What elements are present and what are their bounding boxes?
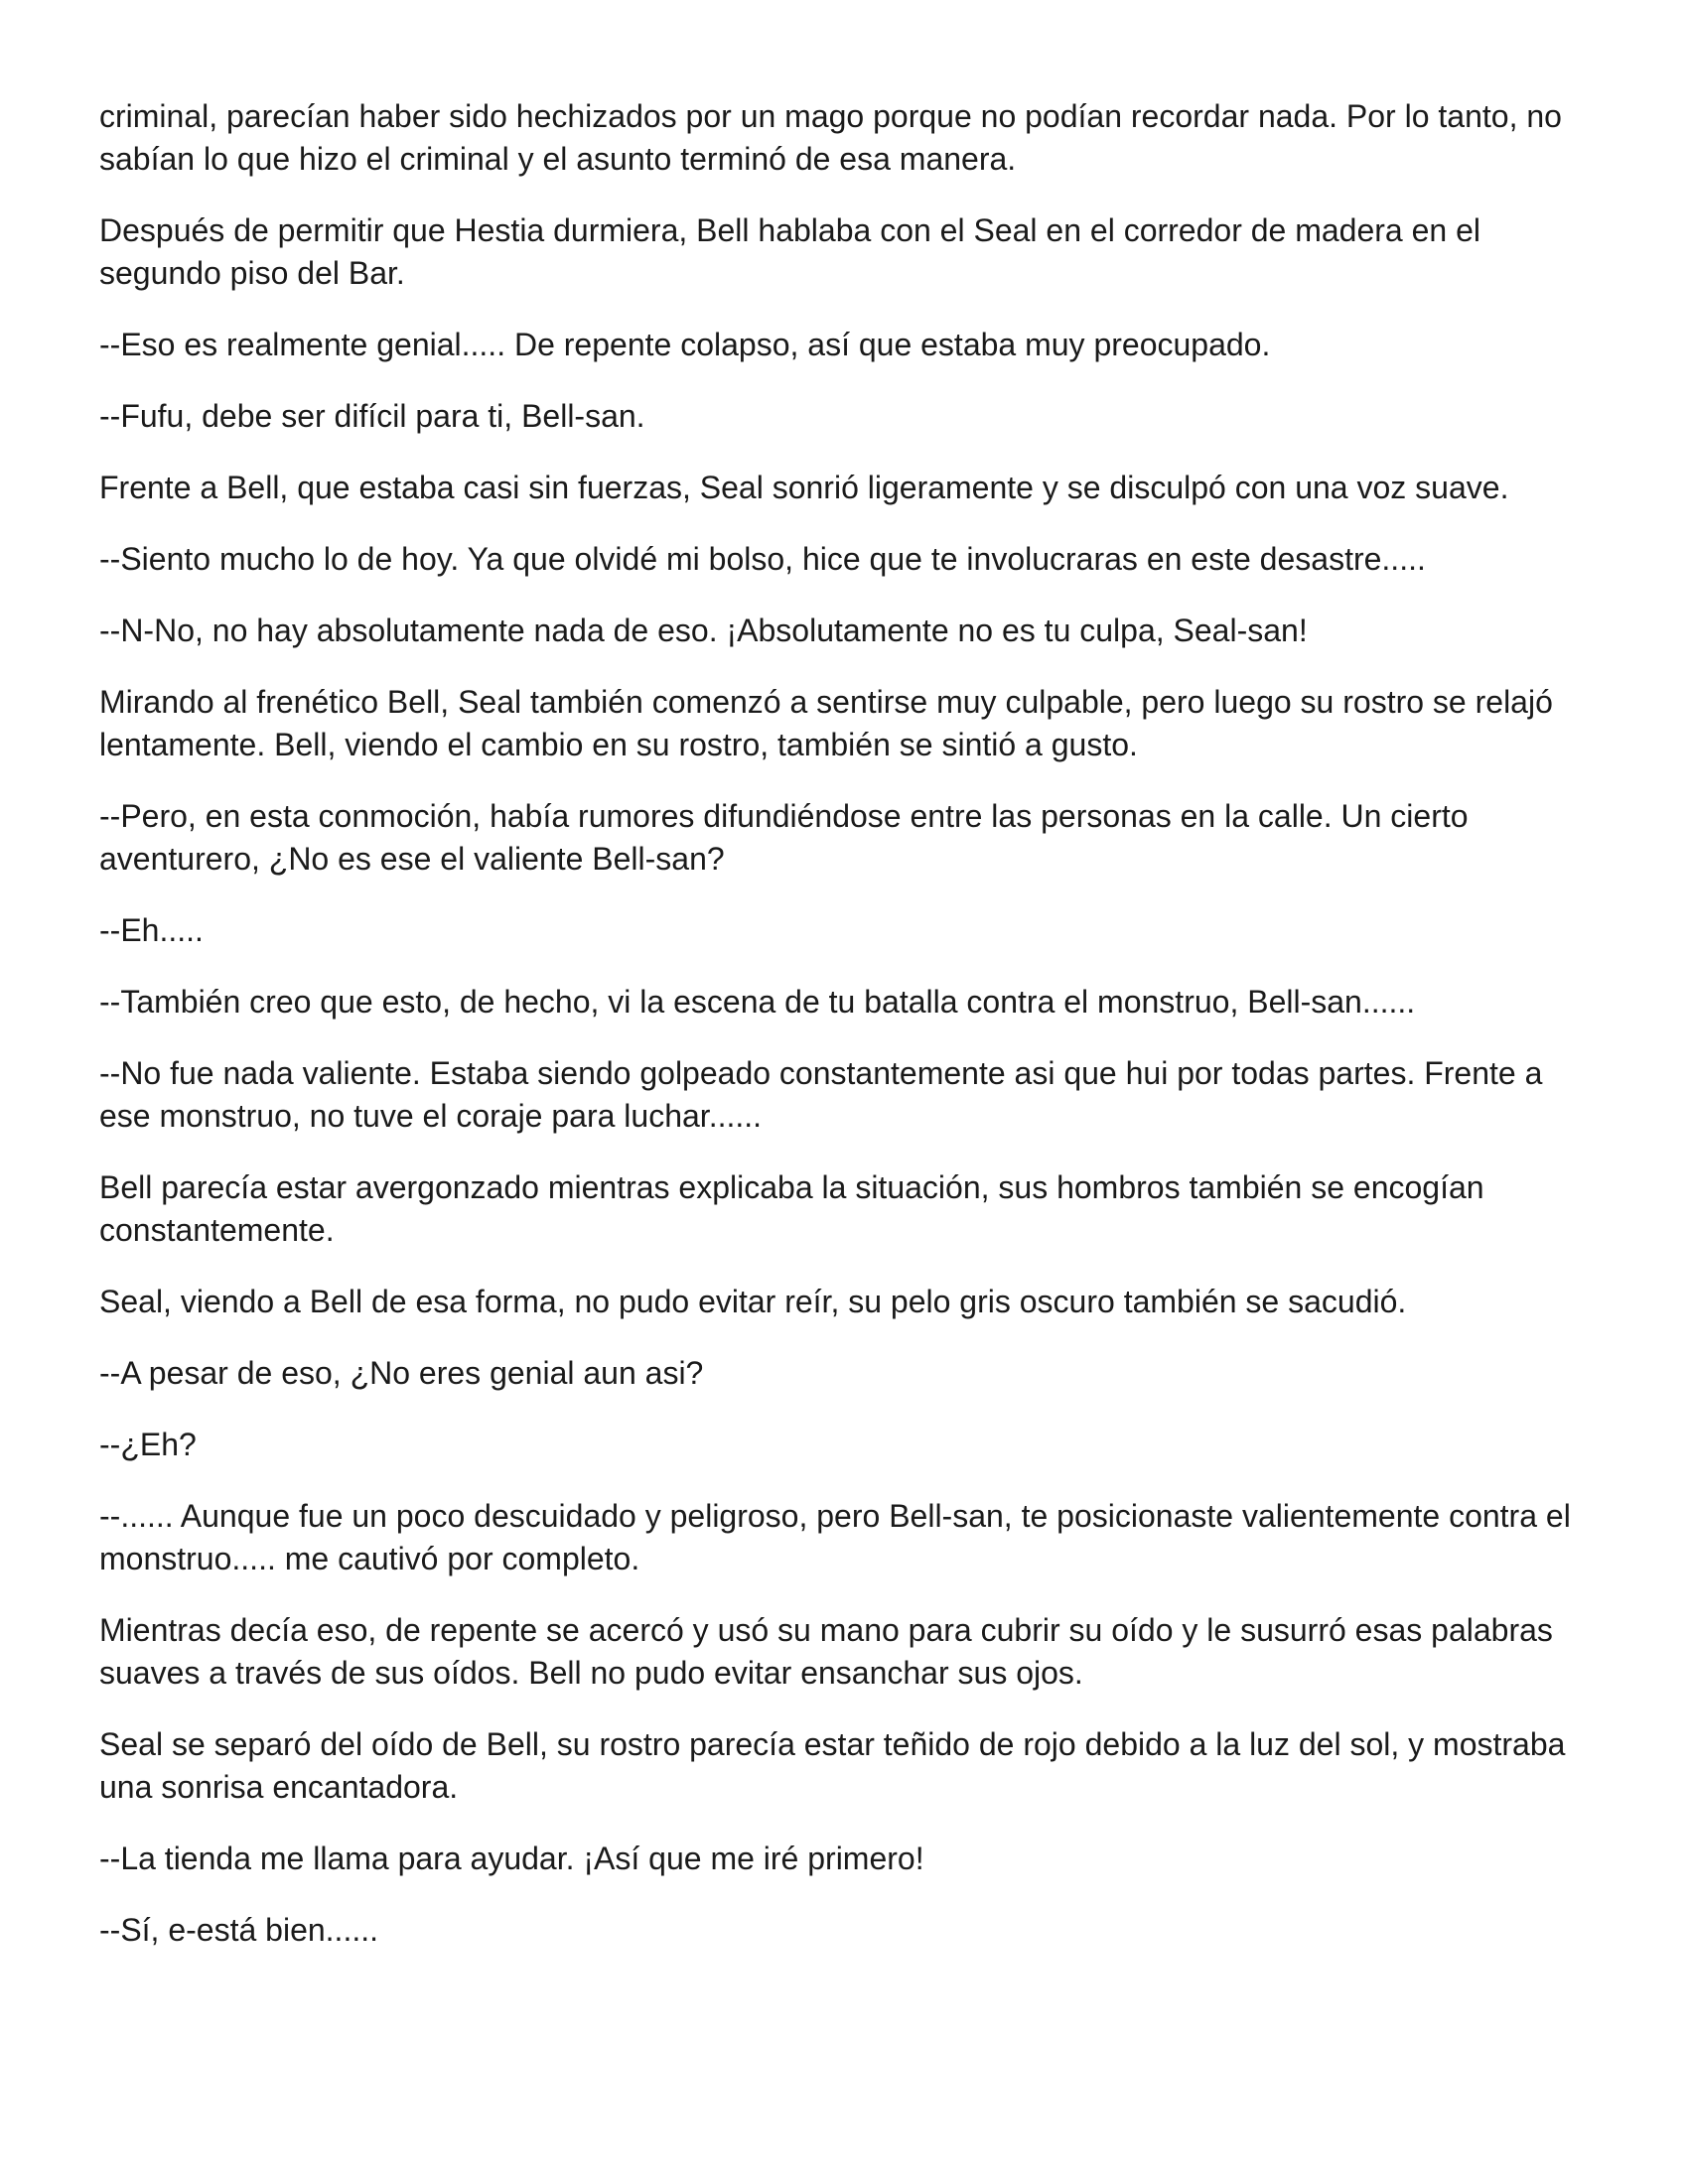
- paragraph: --Eh.....: [99, 912, 204, 948]
- paragraph: Seal se separó del oído de Bell, su rostro parecía estar teñido de rojo debido a la luz del sol, y mostraba una sonrisa encantadora.: [99, 1726, 1566, 1805]
- paragraph: --¿Eh?: [99, 1427, 197, 1462]
- paragraph: --No fue nada valiente. Estaba siendo golpeado constantemente asi que hui por todas partes. Frente a ese monstruo, no tuve el coraje para luchar......: [99, 1055, 1543, 1134]
- document-page: [99, 95, 1599, 1980]
- paragraph: --A pesar de eso, ¿No eres genial aun asi?: [99, 1355, 704, 1391]
- paragraph: --Eso es realmente genial..... De repente colapso, así que estaba muy preocupado.: [99, 327, 1271, 362]
- paragraph: --Sí, e-está bien......: [99, 1912, 378, 1948]
- paragraph: Mientras decía eso, de repente se acercó y usó su mano para cubrir su oído y le susurró esas palabras suaves a través de sus oídos. Bell no pudo evitar ensanchar sus ojos.: [99, 1612, 1553, 1691]
- paragraph: Frente a Bell, que estaba casi sin fuerzas, Seal sonrió ligeramente y se disculpó con una voz suave.: [99, 470, 1509, 505]
- paragraph: --Siento mucho lo de hoy. Ya que olvidé mi bolso, hice que te involucraras en este desastre.....: [99, 541, 1426, 577]
- paragraph: --N-No, no hay absolutamente nada de eso. ¡Absolutamente no es tu culpa, Seal-san!: [99, 613, 1308, 648]
- paragraph: criminal, parecían haber sido hechizados por un mago porque no podían recordar nada. Por lo tanto, no sabían lo que hizo el criminal y el asunto terminó de esa manera.: [99, 98, 1562, 177]
- paragraph: Seal, viendo a Bell de esa forma, no pudo evitar reír, su pelo gris oscuro también se sacudió.: [99, 1284, 1407, 1319]
- paragraph: --...... Aunque fue un poco descuidado y peligroso, pero Bell-san, te posicionaste valientemente contra el monstruo..... me cautivó por completo.: [99, 1498, 1571, 1576]
- paragraph: Mirando al frenético Bell, Seal también comenzó a sentirse muy culpable, pero luego su rostro se relajó lentamente. Bell, viendo el cambio en su rostro, también se sintió a gusto.: [99, 684, 1553, 762]
- paragraph: --La tienda me llama para ayudar. ¡Así que me iré primero!: [99, 1841, 924, 1876]
- paragraph: --También creo que esto, de hecho, vi la escena de tu batalla contra el monstruo, Bell-san......: [99, 984, 1416, 1020]
- paragraph: --Pero, en esta conmoción, había rumores difundiéndose entre las personas en la calle. Un cierto aventurero, ¿No es ese el valiente Bell-san?: [99, 798, 1469, 877]
- paragraph: Bell parecía estar avergonzado mientras explicaba la situación, sus hombros también se encogían constantemente.: [99, 1169, 1484, 1248]
- paragraph: --Fufu, debe ser difícil para ti, Bell-san.: [99, 398, 645, 434]
- paragraph: Después de permitir que Hestia durmiera, Bell hablaba con el Seal en el corredor de madera en el segundo piso del Bar.: [99, 212, 1480, 291]
